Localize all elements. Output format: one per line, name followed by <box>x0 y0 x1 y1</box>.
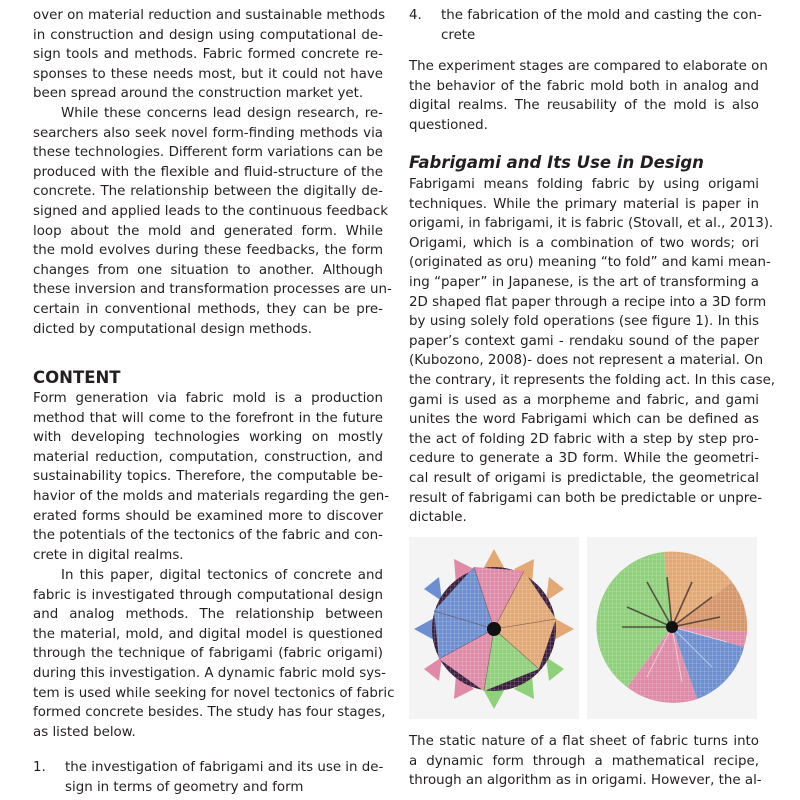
text-line: searchers also seek novel form-finding methods via <box>33 125 383 141</box>
text-line: through an algorithm as in origami. However, the al- <box>409 773 762 789</box>
text-line: and analog methods. The relationship between <box>33 607 383 623</box>
text-line: Origami, which is a combination of two words; ori <box>409 235 759 251</box>
text-line: gami is used as a morpheme and fabric, and gami <box>409 392 759 408</box>
text-line: unites the word Fabrigami which can be defined as <box>409 412 759 428</box>
text-line: sign in terms of geometry and form <box>65 779 304 795</box>
text-line: the fabrication of the mold and casting the con- <box>441 8 762 23</box>
text-line: the act of folding 2D fabric with a step by step pro- <box>409 431 759 447</box>
section-heading-fabrigami: Fabrigami and Its Use in Design <box>409 153 704 172</box>
list-number: 4. <box>409 8 422 23</box>
text-line: paper’s context gami - rendaku sound of the paper <box>409 333 759 349</box>
text-line: material reduction, computation, construction, and <box>33 449 383 465</box>
text-line: as listed below. <box>33 724 136 740</box>
text-line: sign tools and methods. Fabric formed concrete re- <box>33 47 383 63</box>
text-line: tem is used while seeking for novel tectonics of fabric <box>33 685 395 701</box>
text-line: with developing technologies working on mostly <box>33 430 383 446</box>
text-line: crete <box>441 27 476 43</box>
list-number: 1. <box>33 760 46 775</box>
text-line: the contrary, it represents the folding act. In this case, <box>409 372 776 388</box>
text-line: cedure to generate a 3D form. While the geometri- <box>409 451 759 467</box>
origami-star-image <box>409 537 579 719</box>
text-line: method that will come to the forefront in the future <box>33 410 383 426</box>
text-line: techniques. While the primary material is paper in <box>409 196 759 212</box>
paragraph-static-nature <box>409 732 762 791</box>
text-line: ing “paper” in Japanese, is the art of transforming a <box>409 274 759 290</box>
text-line: in construction and design using computational de- <box>33 27 383 43</box>
text-line: dictable. <box>409 510 467 526</box>
text-line: the investigation of fabrigami and its use in de- <box>65 760 384 775</box>
text-line: signed and applied leads to the continuous feedback <box>33 203 389 219</box>
origami-figure <box>409 537 764 722</box>
text-line: origami, in fabrigami, it is fabric (Stovall, et al., 2013). <box>409 216 774 232</box>
text-line: digital realms. The reusability of the mold is also <box>409 98 759 114</box>
text-line: these inversion and transformation processes are un- <box>33 282 392 298</box>
text-line: the behavior of the fabric mold both in analog and <box>409 78 759 94</box>
text-line: over on material reduction and sustainable methods <box>33 8 386 23</box>
paragraph-this-paper <box>33 566 395 742</box>
text-line: the potentials of the tectonics of the fabric and con- <box>33 528 383 544</box>
text-line: dicted by computational design methods. <box>33 321 313 337</box>
text-line: these technologies. Different form variations can be <box>33 145 383 161</box>
text-line: a dynamic form through a mathematical recipe, <box>409 753 759 769</box>
text-line: during this investigation. A dynamic fabric mold sys- <box>33 665 386 681</box>
text-line: result of fabrigami can both be predictable or unpre- <box>409 490 763 506</box>
text-line: produced with the flexible and fluid-structure of the <box>33 164 383 180</box>
text-line: questioned. <box>409 117 488 133</box>
section-heading-content: CONTENT <box>33 368 121 387</box>
text-line: (originated as oru) meaning “to fold” and kami mean- <box>409 255 771 271</box>
text-line: cal result of origami is predictable, the geometrical <box>409 470 759 486</box>
text-line: Form generation via fabric mold is a production <box>33 391 383 406</box>
paragraph-intro <box>33 6 386 104</box>
text-line: changes from one situation to another. Although <box>33 262 383 278</box>
paragraph-content <box>33 389 390 565</box>
paragraph-concerns <box>33 104 392 339</box>
text-line: The static nature of a flat sheet of fabric turns into <box>409 734 759 749</box>
paragraph-fabrigami <box>409 175 776 528</box>
text-line: havior of the molds and materials regarding the gen- <box>33 488 390 504</box>
text-line: fabric is investigated through computational design <box>33 587 383 603</box>
text-line: erated forms should be examined more to discover <box>33 508 383 524</box>
text-line: crete in digital realms. <box>33 547 184 563</box>
text-line: The experiment stages are compared to elaborate on <box>409 59 768 74</box>
text-line: the mold evolves during these feedbacks, the form <box>33 243 383 259</box>
text-line: Fabrigami means folding fabric by using origami <box>409 177 759 192</box>
text-line: concrete. The relationship between the digitally de- <box>33 184 383 200</box>
text-line: through the technique of fabrigami (fabric origami) <box>33 646 383 662</box>
text-line: by using solely fold operations (see figure 1). In this <box>409 314 759 330</box>
text-line: been spread around the construction market yet. <box>33 86 364 102</box>
text-line: In this paper, digital tectonics of concrete and <box>61 568 383 583</box>
origami-disc-image <box>587 537 757 719</box>
text-line: sponses to these needs most, but it could not have <box>33 66 383 82</box>
text-line: the material, mold, and digital model is questioned <box>33 626 383 642</box>
text-line: 2D shaped flat paper through a recipe into a 3D form <box>409 294 767 310</box>
text-line: sustainability topics. Therefore, the computable be- <box>33 469 383 485</box>
text-line: certain in conventional methods, they can be pre- <box>33 301 383 317</box>
text-line: formed concrete besides. The study has four stages, <box>33 705 386 721</box>
text-line: While these concerns lead design research, re- <box>61 106 383 121</box>
paragraph-experiment <box>409 57 768 135</box>
text-line: (Kubozono, 2008)- does not represent a material. On <box>409 353 764 369</box>
text-line: loop about the mold and generated form. While <box>33 223 383 239</box>
